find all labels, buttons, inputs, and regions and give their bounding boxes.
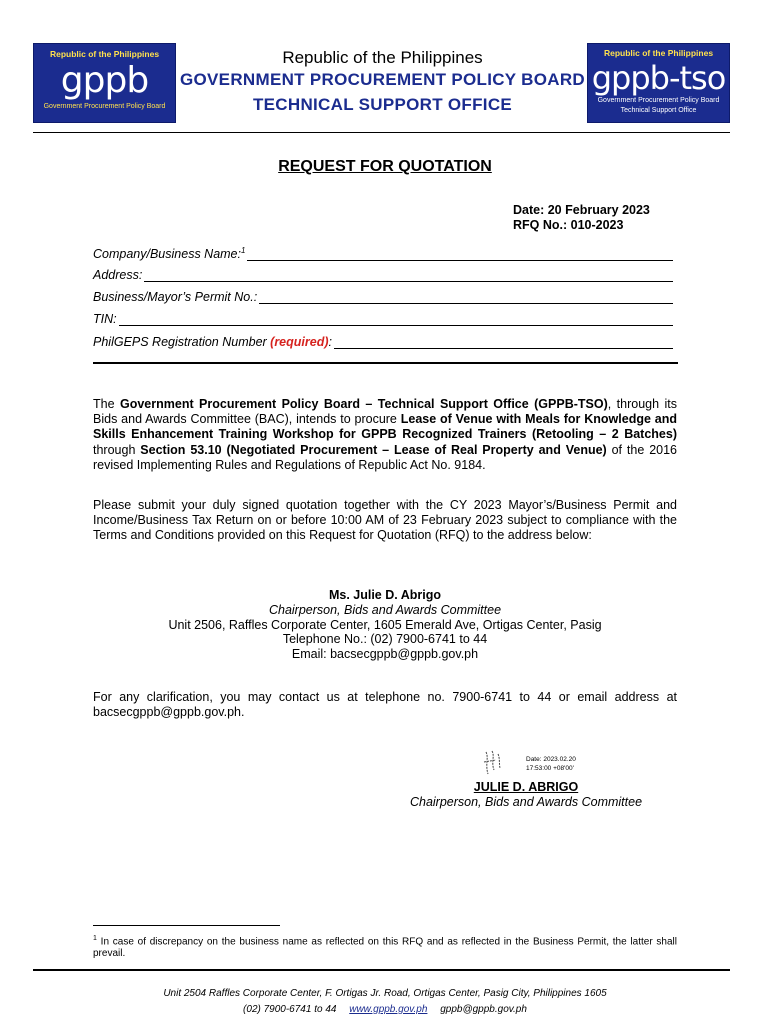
- logo-bottom-text-1: Government Procurement Policy Board: [597, 97, 720, 104]
- footer-address: Unit 2504 Raffles Corporate Center, F. Ortigas Jr. Road, Ortigas Center, Pasig City, Philippines 1605: [163, 988, 607, 999]
- document-date: Date: 20 February 2023: [513, 203, 650, 217]
- footer-phone: (02) 7900-6741 to 44: [243, 1004, 337, 1015]
- address-field: [93, 268, 673, 282]
- philgeps-field: [93, 335, 673, 349]
- logo-mark: gppb: [60, 60, 149, 101]
- tin-blank[interactable]: [119, 314, 673, 326]
- header-office: TECHNICAL SUPPORT OFFICE: [252, 95, 513, 114]
- intro-paragraph: The Government Procurement Policy Board – Technical Support Office (GPPB-TSO), through its Bids and Awards Committee (BAC), intends to procure Lease of Venue with Meals for Knowledge and Skills Enhancement Training Workshop for GPPB Recognized Trainers (Retooling – 2 Batches) through Section 53.10 (Negotiated Procurement – Lease of Real Property and Venue) of the 2016 revised Implementing Rules and Regulations of Republic Act No. 9184.: [93, 397, 678, 472]
- tin-label: TIN:: [93, 312, 117, 326]
- submission-paragraph: Please submit your duly signed quotation together with the CY 2023 Mayor’s/Business Permit and Income/Business Tax Return on or before 10:00 AM of 23 February 2023 subject to compliance with the Terms and Conditions provided on this Request for Quotation (RFQ) to the address below:: [93, 498, 677, 543]
- clarification-paragraph: For any clarification, you may contact us at telephone no. 7900-6741 to 44 or email address at bacsecgppb@gppb.gov.ph.: [93, 690, 677, 720]
- rfq-number: RFQ No.: 010-2023: [513, 218, 624, 232]
- signatory-title: Chairperson, Bids and Awards Committee: [409, 795, 643, 809]
- footer-email[interactable]: gppb@gppb.gov.ph: [440, 1004, 527, 1015]
- address-blank[interactable]: [144, 270, 673, 282]
- recipient-name: Ms. Julie D. Abrigo: [328, 588, 442, 602]
- footnote: $^1$ In case of discrepancy on the business name as reflected on this RFQ and as reflected in the Business Permit, the latter shall prevail.: [93, 935, 677, 960]
- signatory-name: JULIE D. ABRIGO: [473, 780, 579, 794]
- footer-divider: [33, 969, 730, 971]
- company-name-field: [93, 246, 673, 261]
- company-name-label: Company/Business Name:$^1$: [93, 246, 246, 262]
- header-republic: Republic of the Philippines: [282, 48, 483, 67]
- philgeps-blank[interactable]: [334, 337, 673, 349]
- company-name-blank[interactable]: [247, 249, 673, 261]
- recipient-telephone: Telephone No.: (02) 7900-6741 to 44: [282, 632, 488, 646]
- logo-top-text: Republic of the Philippines: [49, 49, 160, 59]
- footnote-divider: [93, 925, 280, 926]
- permit-blank[interactable]: [259, 292, 673, 304]
- logo-top-text: Republic of the Philippines: [603, 48, 714, 58]
- footer-website-link[interactable]: www.gppb.gov.ph: [349, 1004, 428, 1015]
- recipient-address: Unit 2506, Raffles Corporate Center, 1605 Emerald Ave, Ortigas Center, Pasig: [168, 618, 602, 632]
- recipient-position: Chairperson, Bids and Awards Committee: [268, 603, 502, 617]
- digital-signature-stamp: [526, 755, 576, 773]
- header-agency: GOVERNMENT PROCUREMENT POLICY BOARD: [180, 70, 585, 89]
- footer-contact: [0, 1004, 770, 1015]
- header-divider: [33, 132, 730, 133]
- gppb-logo: [33, 43, 176, 123]
- stamp-date: Date: 2023.02.20: [526, 756, 576, 763]
- required-marker: (required): [270, 335, 329, 349]
- address-label: Address:: [93, 268, 143, 282]
- form-divider: [93, 362, 678, 364]
- stamp-time: 17:53:00 +08'00': [526, 765, 574, 772]
- permit-label: Business/Mayor’s Permit No.:: [93, 290, 258, 304]
- recipient-email: Email: bacsecgppb@gppb.gov.ph: [291, 647, 479, 661]
- logo-bottom-text: Government Procurement Policy Board: [43, 103, 166, 110]
- document-title: REQUEST FOR QUOTATION: [278, 158, 492, 175]
- tin-field: [93, 312, 673, 326]
- logo-bottom-text-2: Technical Support Office: [620, 107, 697, 114]
- permit-field: [93, 290, 673, 304]
- philgeps-label: PhilGEPS Registration Number (required):: [93, 335, 332, 349]
- logo-mark: gppb-tso: [591, 59, 726, 97]
- gppb-tso-logo: [587, 43, 730, 123]
- signature-scribble: [480, 748, 520, 780]
